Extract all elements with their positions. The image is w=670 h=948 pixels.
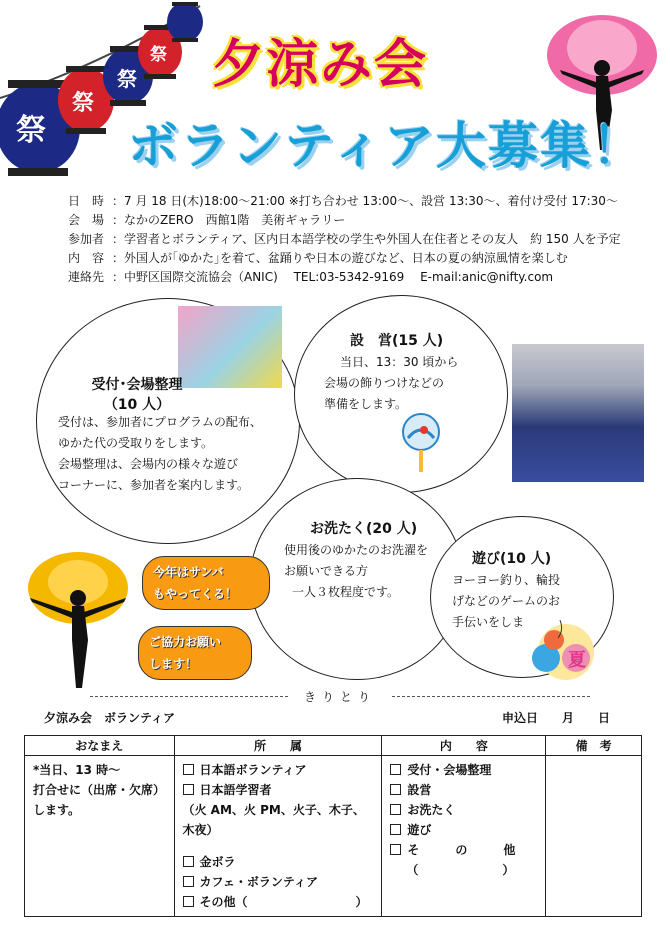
natsu-char: 夏: [568, 650, 586, 671]
meeting-note-end: します。: [33, 803, 81, 817]
content-cell: [382, 756, 546, 917]
other-input[interactable]: （ ）: [406, 863, 515, 877]
affiliation-option[interactable]: 金ボラ: [183, 852, 374, 872]
meeting-attendance[interactable]: 打合せに（出席・欠席）: [33, 783, 166, 797]
speech-samba: 今年はサンバ もやってくる！: [142, 556, 270, 610]
event-info: [68, 192, 621, 287]
header-content: 内 容: [382, 736, 546, 756]
form-title: 夕涼み会 ボランティア: [44, 711, 176, 725]
info-row-content: 内 容 ： 外国人が｢ゆかた｣を着て、盆踊りや日本の遊びなど、日本の夏の納涼風情を楽しむ: [68, 251, 568, 265]
checkbox[interactable]: [183, 876, 194, 887]
header-name: おなまえ: [25, 736, 175, 756]
content-option[interactable]: そ の 他: [390, 840, 537, 860]
content-option[interactable]: お洗たく: [390, 800, 537, 820]
content-option[interactable]: 設営: [390, 780, 537, 800]
checkbox[interactable]: [183, 896, 194, 907]
reception-title: 受付･会場整理: [91, 377, 183, 393]
cut-line: [90, 688, 590, 705]
reception-count: （10 人）: [103, 397, 171, 413]
samba-dancer-yellow: [18, 548, 148, 696]
info-row-contact: 連絡先 ： 中野区国際交流協会（ANIC) TEL:03-5342-9169 E-mail:anic@nifty.com: [68, 270, 554, 284]
photo-women-yukata: [512, 344, 644, 482]
affiliation-cell: [174, 756, 382, 917]
notes-cell[interactable]: [546, 756, 642, 917]
name-cell[interactable]: [25, 756, 175, 917]
header-notes: 備 考: [546, 736, 642, 756]
speech-please: ご協力お願い します！: [138, 626, 252, 680]
affiliation-option[interactable]: 日本語学習者: [183, 780, 374, 800]
content-option[interactable]: 受付・会場整理: [390, 760, 537, 780]
checkbox[interactable]: [390, 784, 401, 795]
washing-description: 使用後のゆかたのお洗濯を お願いできる方 一人３枚程度です。: [284, 543, 429, 599]
application-date: 申込日 月 日: [502, 711, 611, 725]
lantern-navy-3: [167, 2, 203, 42]
page-subtitle: ボランティア大募集！: [128, 117, 644, 175]
application-form: [24, 735, 642, 917]
checkbox[interactable]: [390, 844, 401, 855]
setup-title: 設 営(15 人): [350, 333, 444, 349]
setup-description: 当日、13：30 頃から 会場の飾りつけなどの 準備をします。: [324, 355, 459, 411]
cut-label: きりとり: [304, 690, 377, 704]
checkbox[interactable]: [390, 764, 401, 775]
content-option[interactable]: 遊び: [390, 820, 537, 840]
checkbox[interactable]: [183, 784, 194, 795]
yoyo-balloons-icon: [520, 616, 604, 688]
page-title: 夕涼み会: [212, 35, 429, 95]
info-row-venue: 会 場 ： なかのZERO 西館1階 美術ギャラリー: [68, 213, 346, 227]
affiliation-option[interactable]: カフェ・ボランティア: [183, 872, 374, 892]
reception-description: 受付は、参加者にプログラムの配布、 ゆかた代の受取りをします。 会場整理は、会場内の様々な遊び コーナーに、参加者を案内します。: [58, 415, 262, 492]
checkbox[interactable]: [183, 856, 194, 867]
meeting-note: *当日、13 時～: [33, 763, 121, 777]
checkbox[interactable]: [390, 804, 401, 815]
checkbox[interactable]: [183, 764, 194, 775]
info-row-participants: 参加者 ： 学習者とボランティア、区内日本語学校の学生や外国人在住者とその友人 約 150 人を予定: [68, 232, 621, 246]
info-row-datetime: 日 時 ： 7 月 18 日(木)18:00～21:00 ※打ち合わせ 13:00～、設営 13:30～、着付け受付 17:30～: [68, 194, 618, 208]
lantern-char: 祭: [72, 91, 95, 116]
lantern-char: 祭: [117, 67, 137, 91]
affiliation-option[interactable]: その他（ ）: [183, 892, 374, 912]
header-affiliation: 所 属: [174, 736, 382, 756]
games-description: ヨーヨー釣り、輪投 げなどのゲームのお 手伝いをしま: [452, 573, 561, 629]
class-times: （火 AM、火 PM、火子、木子、木夜）: [182, 803, 365, 837]
uchiwa-fan-icon: [400, 412, 442, 474]
affiliation-option[interactable]: 日本語ボランティア: [183, 760, 374, 780]
games-title: 遊び(10 人): [472, 551, 552, 567]
lantern-char: 祭: [16, 113, 46, 148]
washing-title: お洗たく(20 人): [310, 521, 418, 537]
checkbox[interactable]: [390, 824, 401, 835]
lantern-char: 祭: [150, 45, 167, 65]
